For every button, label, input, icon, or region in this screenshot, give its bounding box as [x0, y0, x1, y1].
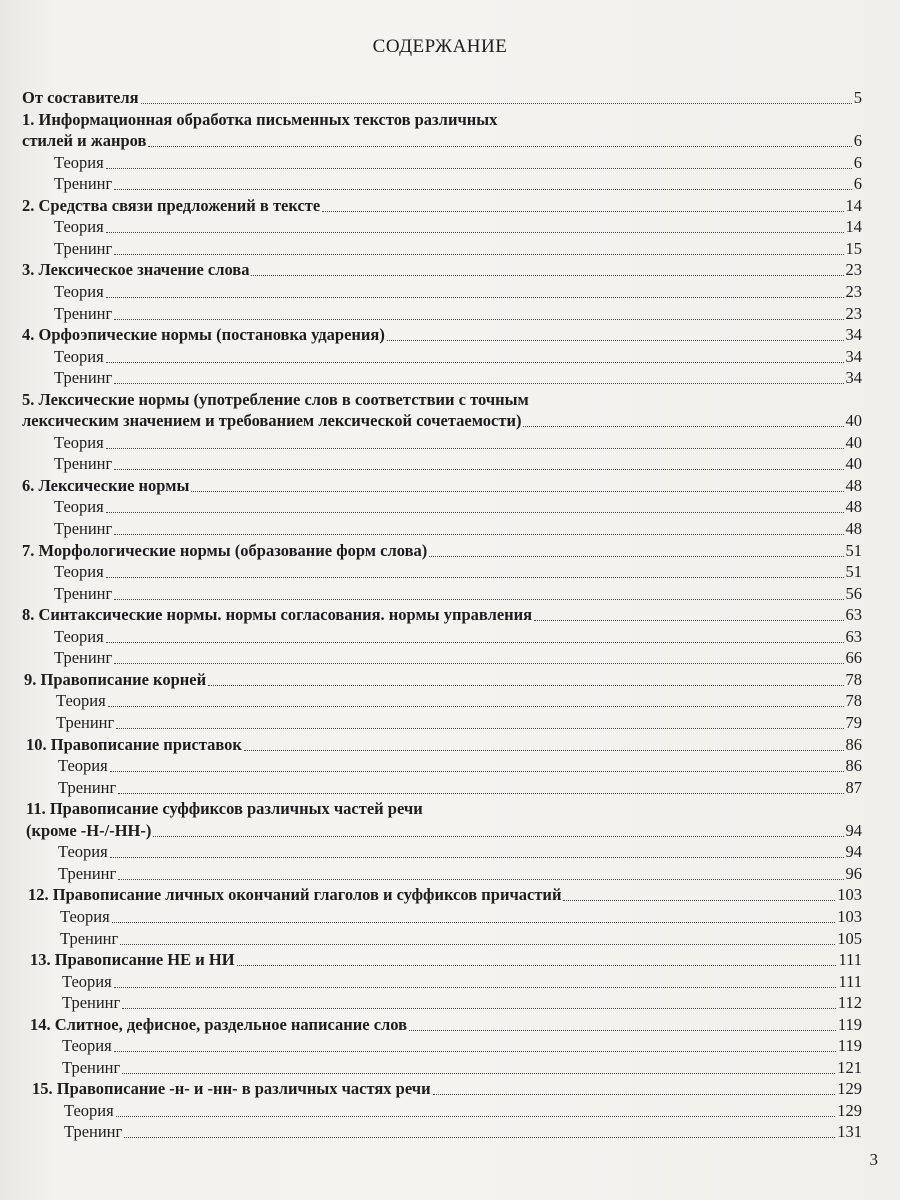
toc-label: Теория — [54, 346, 104, 366]
toc-page-number: 23 — [845, 282, 862, 301]
toc-subentry — [54, 304, 862, 324]
toc-label: Тренинг — [54, 368, 113, 388]
dot-leader — [429, 542, 843, 557]
toc-subentry — [54, 584, 862, 604]
toc-entry — [22, 476, 862, 496]
toc-subentry — [56, 713, 862, 733]
toc-page-number: 112 — [837, 993, 862, 1013]
toc-page-number: 48 — [845, 519, 862, 538]
toc-subentry — [62, 1036, 862, 1056]
dot-leader — [114, 369, 843, 384]
toc-label: Тренинг — [54, 238, 113, 258]
toc-entry — [26, 735, 862, 755]
toc-entry — [22, 196, 862, 216]
dot-leader — [387, 326, 844, 341]
toc-label: Теория — [54, 152, 104, 172]
dot-leader — [322, 197, 843, 212]
toc-entry — [22, 411, 862, 431]
dot-leader — [114, 649, 843, 664]
toc-label: Тренинг — [54, 454, 113, 474]
toc-page-number: 121 — [837, 1057, 862, 1077]
toc-subentry — [54, 153, 862, 173]
toc-label: Тренинг — [56, 713, 115, 732]
dot-leader — [244, 736, 844, 751]
toc-label: Тренинг — [58, 777, 117, 797]
toc-label: Тренинг — [54, 583, 113, 603]
toc-page-number: 14 — [845, 195, 862, 215]
toc-label: 15. Правописание -н- и -нн- в различных частях речи — [32, 1079, 431, 1099]
toc-page-number: 51 — [845, 562, 862, 582]
toc-label: Теория — [54, 626, 104, 646]
toc-page-number: 5 — [853, 88, 862, 107]
dot-leader — [409, 1016, 836, 1031]
toc-subentry — [58, 778, 862, 798]
toc-label: 1. Информационная обработка письменных текстов различных — [22, 109, 498, 129]
dot-leader — [106, 348, 844, 363]
toc-label: (кроме -Н-/-НН-) — [26, 820, 152, 840]
toc-page-number: 40 — [845, 454, 862, 474]
toc-subentry — [64, 1122, 862, 1142]
dot-leader — [114, 455, 843, 470]
toc-page-number: 78 — [845, 691, 862, 711]
toc-page-number: 86 — [845, 756, 862, 776]
dot-leader — [114, 585, 843, 600]
dot-leader — [114, 305, 843, 320]
dot-leader — [114, 520, 843, 535]
toc-label: Тренинг — [54, 303, 113, 323]
toc-page-number: 48 — [845, 475, 862, 495]
toc-subentry — [60, 929, 862, 949]
dot-leader — [523, 412, 843, 427]
toc-entry — [22, 390, 862, 410]
toc-subentry — [54, 368, 862, 388]
toc-label: 12. Правописание личных окончаний глаголов и суффиксов причастий — [28, 885, 562, 905]
toc-page-number: 86 — [845, 734, 862, 754]
toc-entry — [22, 260, 862, 280]
toc-page-number: 51 — [845, 540, 862, 560]
toc-entry — [22, 88, 862, 108]
toc-label: 10. Правописание приставок — [26, 734, 242, 754]
dot-leader — [106, 563, 844, 578]
toc-label: 2. Средства связи предложений в тексте — [22, 195, 321, 215]
toc-subentry — [54, 627, 862, 647]
toc-entry — [28, 885, 862, 905]
toc-label: 11. Правописание суффиксов различных частей речи — [26, 799, 423, 819]
toc-page-number: 119 — [837, 1036, 862, 1056]
dot-leader — [118, 779, 843, 794]
toc-page-number: 48 — [845, 497, 862, 517]
toc-entry — [24, 670, 862, 690]
toc-subentry — [54, 174, 862, 194]
toc-subentry — [62, 993, 862, 1013]
toc-label: Теория — [64, 1100, 114, 1120]
toc-page-number: 131 — [837, 1122, 862, 1142]
toc-page-number: 56 — [845, 583, 862, 603]
dot-leader — [148, 132, 851, 147]
toc-subentry — [64, 1101, 862, 1121]
toc-label: 4. Орфоэпические нормы (постановка ударения) — [22, 325, 385, 345]
toc-entry — [32, 1079, 862, 1099]
toc-page-number: 87 — [845, 777, 862, 797]
dot-leader — [116, 714, 843, 729]
toc-subentry — [60, 907, 862, 927]
toc-page-number: 40 — [845, 411, 862, 431]
toc-subentry — [54, 347, 862, 367]
dot-leader — [106, 628, 844, 643]
toc-subentry — [54, 648, 862, 668]
toc-subentry — [54, 433, 862, 453]
toc-page-number: 79 — [845, 713, 862, 732]
toc-page-number: 129 — [837, 1079, 862, 1099]
toc-page-number: 34 — [845, 368, 862, 388]
toc-subentry — [54, 239, 862, 259]
toc-label: 7. Морфологические нормы (образование форм слова) — [22, 540, 428, 560]
toc-label: 9. Правописание корней — [24, 669, 207, 689]
dot-leader — [106, 434, 844, 449]
toc-page-number: 129 — [837, 1100, 862, 1120]
toc-page-number: 34 — [845, 346, 862, 366]
toc-label: 13. Правописание НЕ и НИ — [30, 950, 235, 969]
toc-label: 8. Синтаксические нормы. нормы согласования. нормы управления — [22, 605, 533, 625]
toc-page-number: 78 — [845, 669, 862, 689]
toc-subentry — [54, 562, 862, 582]
dot-leader — [534, 606, 843, 621]
toc-label: 14. Слитное, дефисное, раздельное написание слов — [30, 1014, 408, 1034]
toc-page-number: 14 — [845, 217, 862, 237]
dot-leader — [433, 1080, 836, 1095]
toc-label: лексическим значением и требованием лексической сочетаемости) — [22, 411, 522, 431]
dot-leader — [106, 154, 852, 169]
toc-label: Тренинг — [54, 174, 113, 194]
toc-page-number: 103 — [837, 885, 862, 905]
toc-label: Тренинг — [62, 993, 121, 1013]
toc-subentry — [54, 217, 862, 237]
toc-page-number: 105 — [837, 928, 862, 948]
toc-subentry — [58, 756, 862, 776]
toc-label: Тренинг — [54, 519, 113, 538]
toc-page-number: 63 — [845, 605, 862, 625]
toc-entry — [30, 1015, 862, 1035]
toc-label: Теория — [58, 756, 108, 776]
dot-leader — [208, 671, 843, 686]
dot-leader — [118, 865, 843, 880]
toc-label: Теория — [54, 562, 104, 582]
toc-subentry — [62, 1058, 862, 1078]
toc-entry — [22, 110, 862, 130]
toc-label: Тренинг — [64, 1122, 123, 1142]
dot-leader — [106, 498, 844, 513]
toc-subentry — [58, 842, 862, 862]
dot-leader — [251, 261, 843, 276]
toc-label: Тренинг — [60, 928, 119, 948]
toc-subentry — [62, 972, 862, 992]
toc-subentry — [54, 497, 862, 517]
dot-leader — [116, 1102, 836, 1117]
dot-leader — [106, 218, 844, 233]
toc-label: Теория — [58, 842, 108, 862]
toc-label: Теория — [56, 691, 106, 711]
dot-leader — [122, 1059, 835, 1074]
dot-leader — [141, 89, 852, 104]
toc-entry — [22, 605, 862, 625]
page-number: 3 — [869, 1150, 878, 1169]
toc-page-number: 23 — [845, 260, 862, 280]
toc-label: Теория — [62, 971, 112, 991]
toc-subentry — [56, 691, 862, 711]
toc-label: Теория — [54, 497, 104, 517]
toc-label: 3. Лексическое значение слова — [22, 260, 250, 280]
toc-label: 6. Лексические нормы — [22, 475, 190, 495]
dot-leader — [108, 692, 844, 707]
toc-label: От составителя — [22, 88, 139, 107]
toc-entry — [22, 325, 862, 345]
dot-leader — [191, 477, 843, 492]
toc-page-number: 111 — [838, 971, 862, 991]
toc-label: Теория — [54, 217, 104, 237]
toc-label: Теория — [54, 432, 104, 452]
toc-label: Теория — [62, 1036, 112, 1056]
toc-label: Тренинг — [54, 648, 113, 668]
toc-page-number: 40 — [845, 432, 862, 452]
toc-subentry — [54, 282, 862, 302]
dot-leader — [114, 1037, 836, 1052]
toc-label: Тренинг — [58, 863, 117, 883]
dot-leader — [120, 930, 835, 945]
toc-entry — [30, 950, 862, 970]
toc-page-number: 66 — [845, 648, 862, 668]
dot-leader — [237, 951, 837, 966]
dot-leader — [112, 908, 836, 923]
toc-subentry — [58, 864, 862, 884]
toc-page-number: 15 — [845, 238, 862, 258]
dot-leader — [122, 994, 836, 1009]
toc-page-number: 6 — [853, 152, 862, 172]
toc-label: Тренинг — [62, 1057, 121, 1077]
toc-page-number: 6 — [853, 131, 862, 151]
dot-leader — [114, 973, 837, 988]
toc-page-number: 94 — [845, 842, 862, 862]
dot-leader — [153, 822, 843, 837]
toc-entry — [26, 821, 862, 841]
dot-leader — [114, 240, 843, 255]
toc-label: Теория — [60, 906, 110, 926]
toc-subentry — [54, 519, 862, 539]
toc-subentry — [54, 454, 862, 474]
toc-page-number: 6 — [853, 174, 862, 194]
page-title: СОДЕРЖАНИЕ — [372, 36, 508, 57]
toc-entry — [22, 131, 862, 151]
toc-label: 5. Лексические нормы (употребление слов в соответствии с точным — [22, 389, 529, 409]
dot-leader — [106, 283, 844, 298]
toc-page-number: 103 — [837, 906, 862, 926]
dot-leader — [110, 843, 844, 858]
toc-label: стилей и жанров — [22, 131, 147, 151]
toc-label: Теория — [54, 282, 104, 301]
toc-page-number: 96 — [845, 863, 862, 883]
dot-leader — [124, 1123, 835, 1138]
toc-page-number: 63 — [845, 626, 862, 646]
toc-page-number: 94 — [845, 820, 862, 840]
toc-entry — [26, 799, 862, 819]
dot-leader — [114, 175, 851, 190]
toc-page-number: 111 — [838, 950, 862, 969]
toc-page-number: 23 — [845, 303, 862, 323]
dot-leader — [563, 886, 835, 901]
toc-entry — [22, 541, 862, 561]
dot-leader — [110, 757, 844, 772]
toc-page-number: 34 — [845, 325, 862, 345]
toc-page-number: 119 — [837, 1014, 862, 1034]
